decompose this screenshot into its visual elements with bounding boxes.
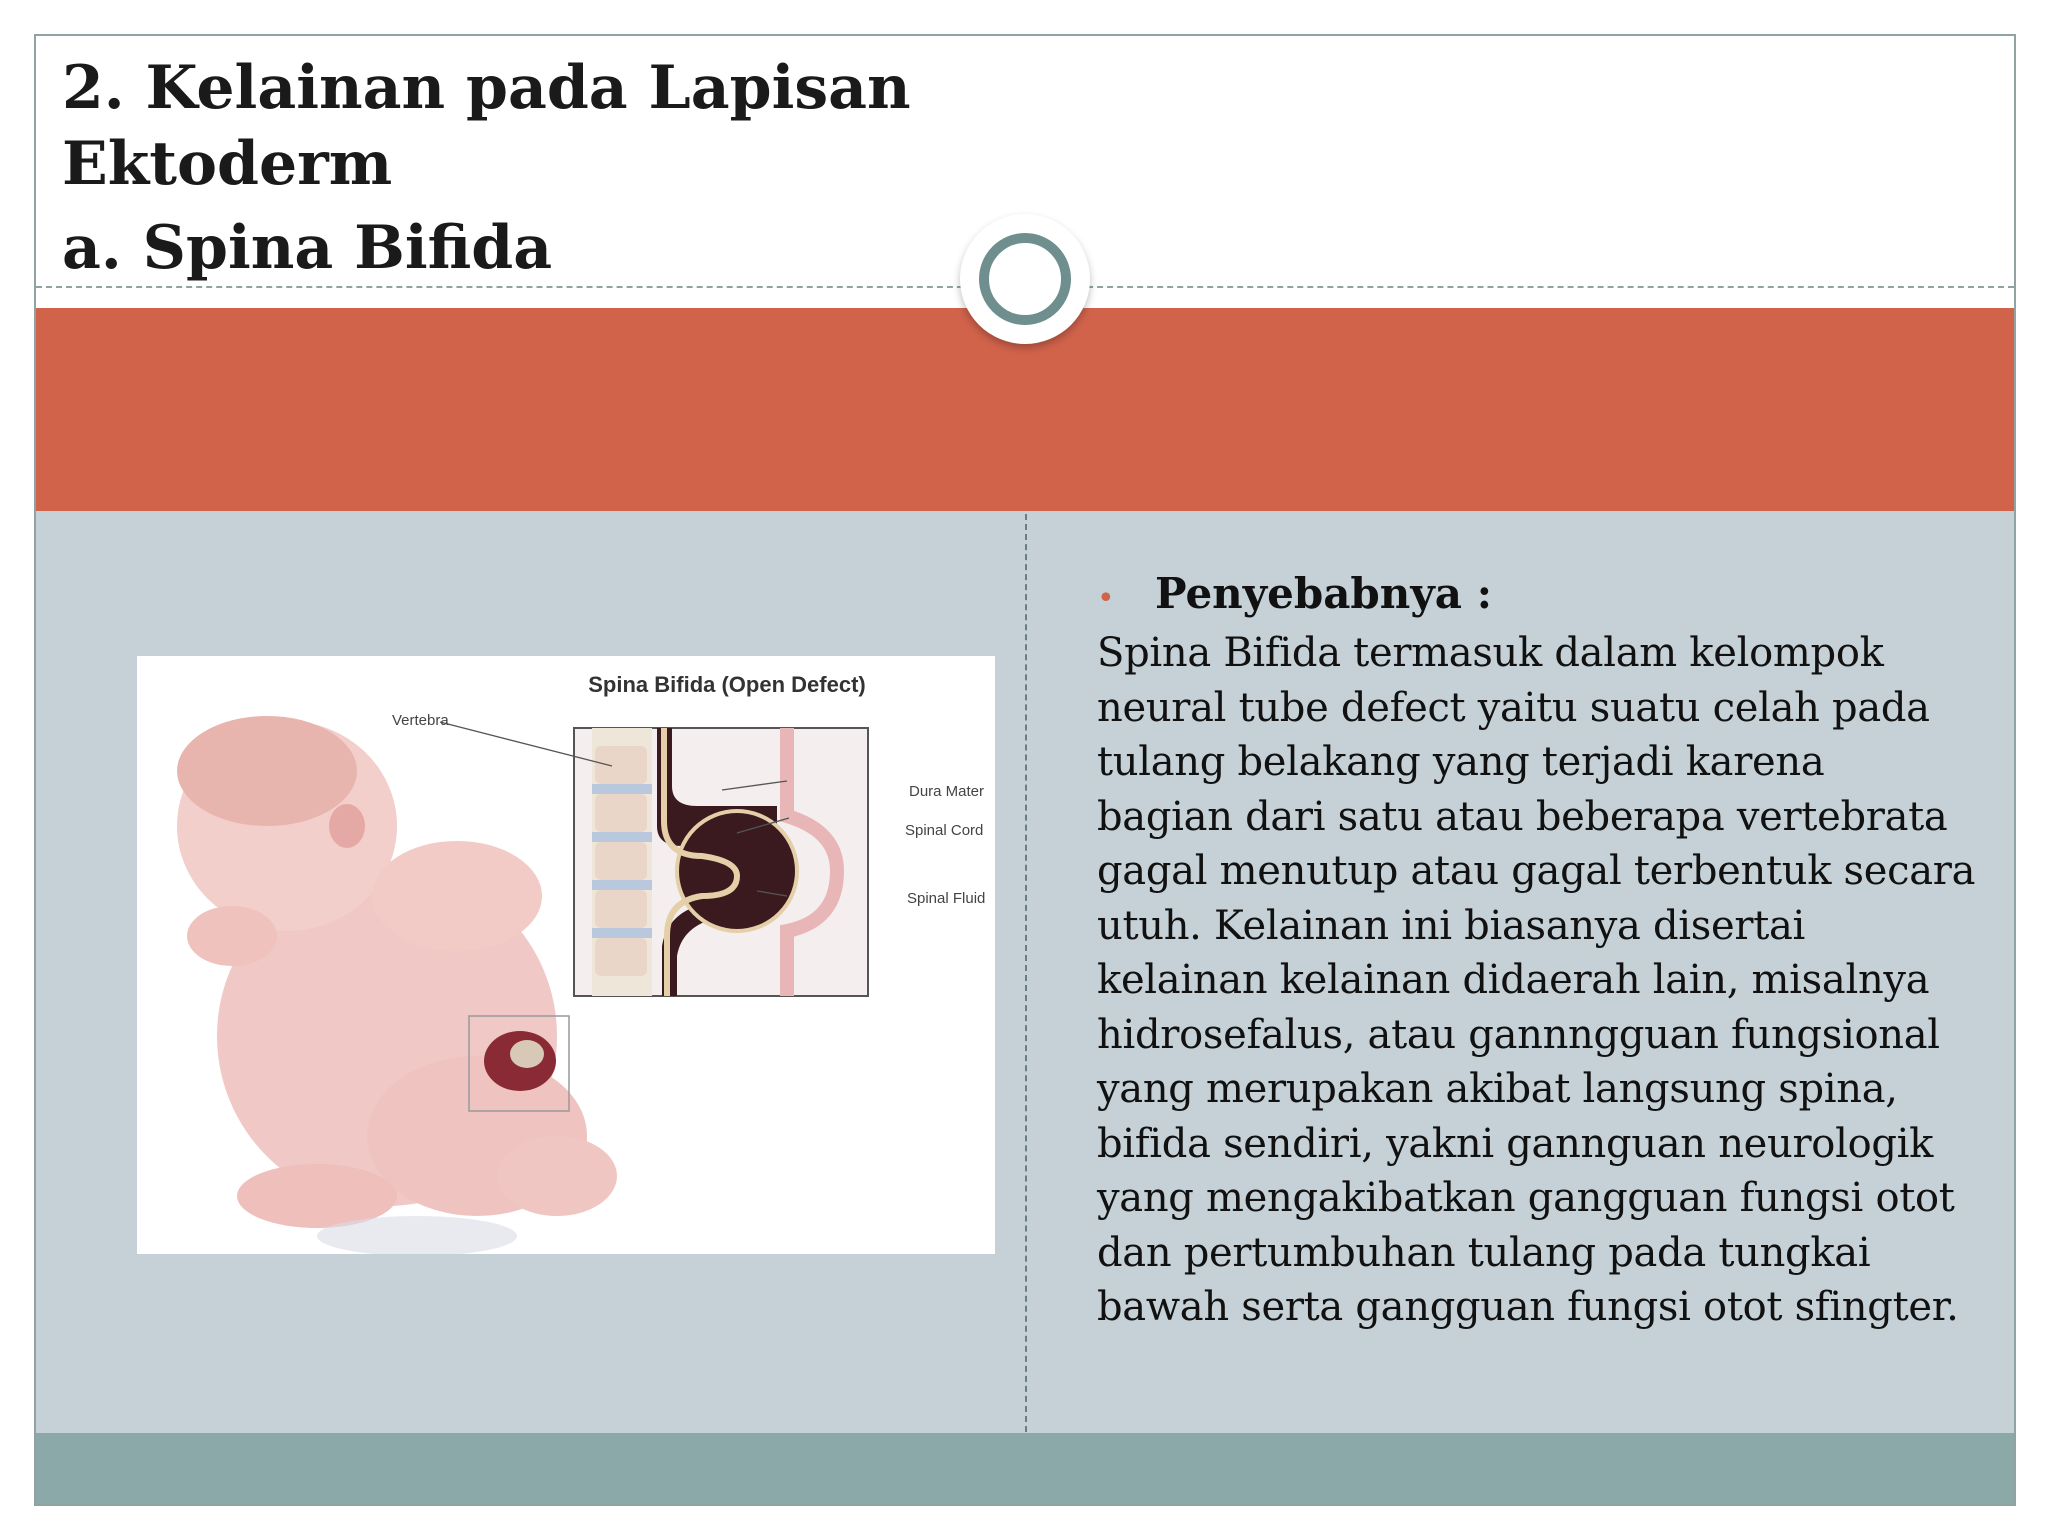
body-paragraph: Spina Bifida termasuk dalam kelompok neural tube defect yaitu suatu celah pada tulang belakang yang terjadi karena bagian dari satu atau beberapa vertebrata gagal menutup atau gagal terbentuk secara utuh. Kelainan ini biasanya disertai kelainan kelainan didaerah lain, misalnya hidrosefalus, atau gannngguan fungsional yang merupakan akibat langsung spina, bifida sendiri, yakni gannguan neurologik yang mengakibatkan gangguan fungsi otot dan pertumbuhan tulang pada tungkai bawah serta gangguan fungsi otot sfingter.	[1097, 630, 1976, 1330]
slide-subtitle: a. Spina Bifida	[62, 213, 553, 283]
label-spinal-cord: Spinal Cord	[905, 822, 984, 839]
illustration-graphic	[137, 656, 995, 1254]
circle-ornament	[960, 214, 1090, 344]
bullet-item	[1097, 566, 1997, 622]
slide-title: 2. Kelainan pada Lapisan Ektoderm	[62, 53, 911, 199]
label-vertebra: Vertebra	[392, 712, 449, 729]
bullet-heading: Penyebabnya :	[1155, 569, 1493, 618]
column-divider	[1025, 514, 1027, 1432]
baby-figure	[177, 716, 617, 1254]
footer-band	[36, 1433, 2014, 1504]
label-dura-mater: Dura Mater	[909, 783, 985, 800]
spina-bifida-illustration	[137, 656, 995, 1254]
circle-ring-icon	[979, 233, 1071, 325]
figure-title: Spina Bifida (Open Defect)	[588, 672, 866, 697]
label-spinal-fluid: Spinal Fluid	[907, 890, 986, 907]
text-column	[1097, 566, 1997, 1335]
spine-inset	[574, 728, 868, 996]
bullet-icon: •	[1097, 581, 1115, 616]
